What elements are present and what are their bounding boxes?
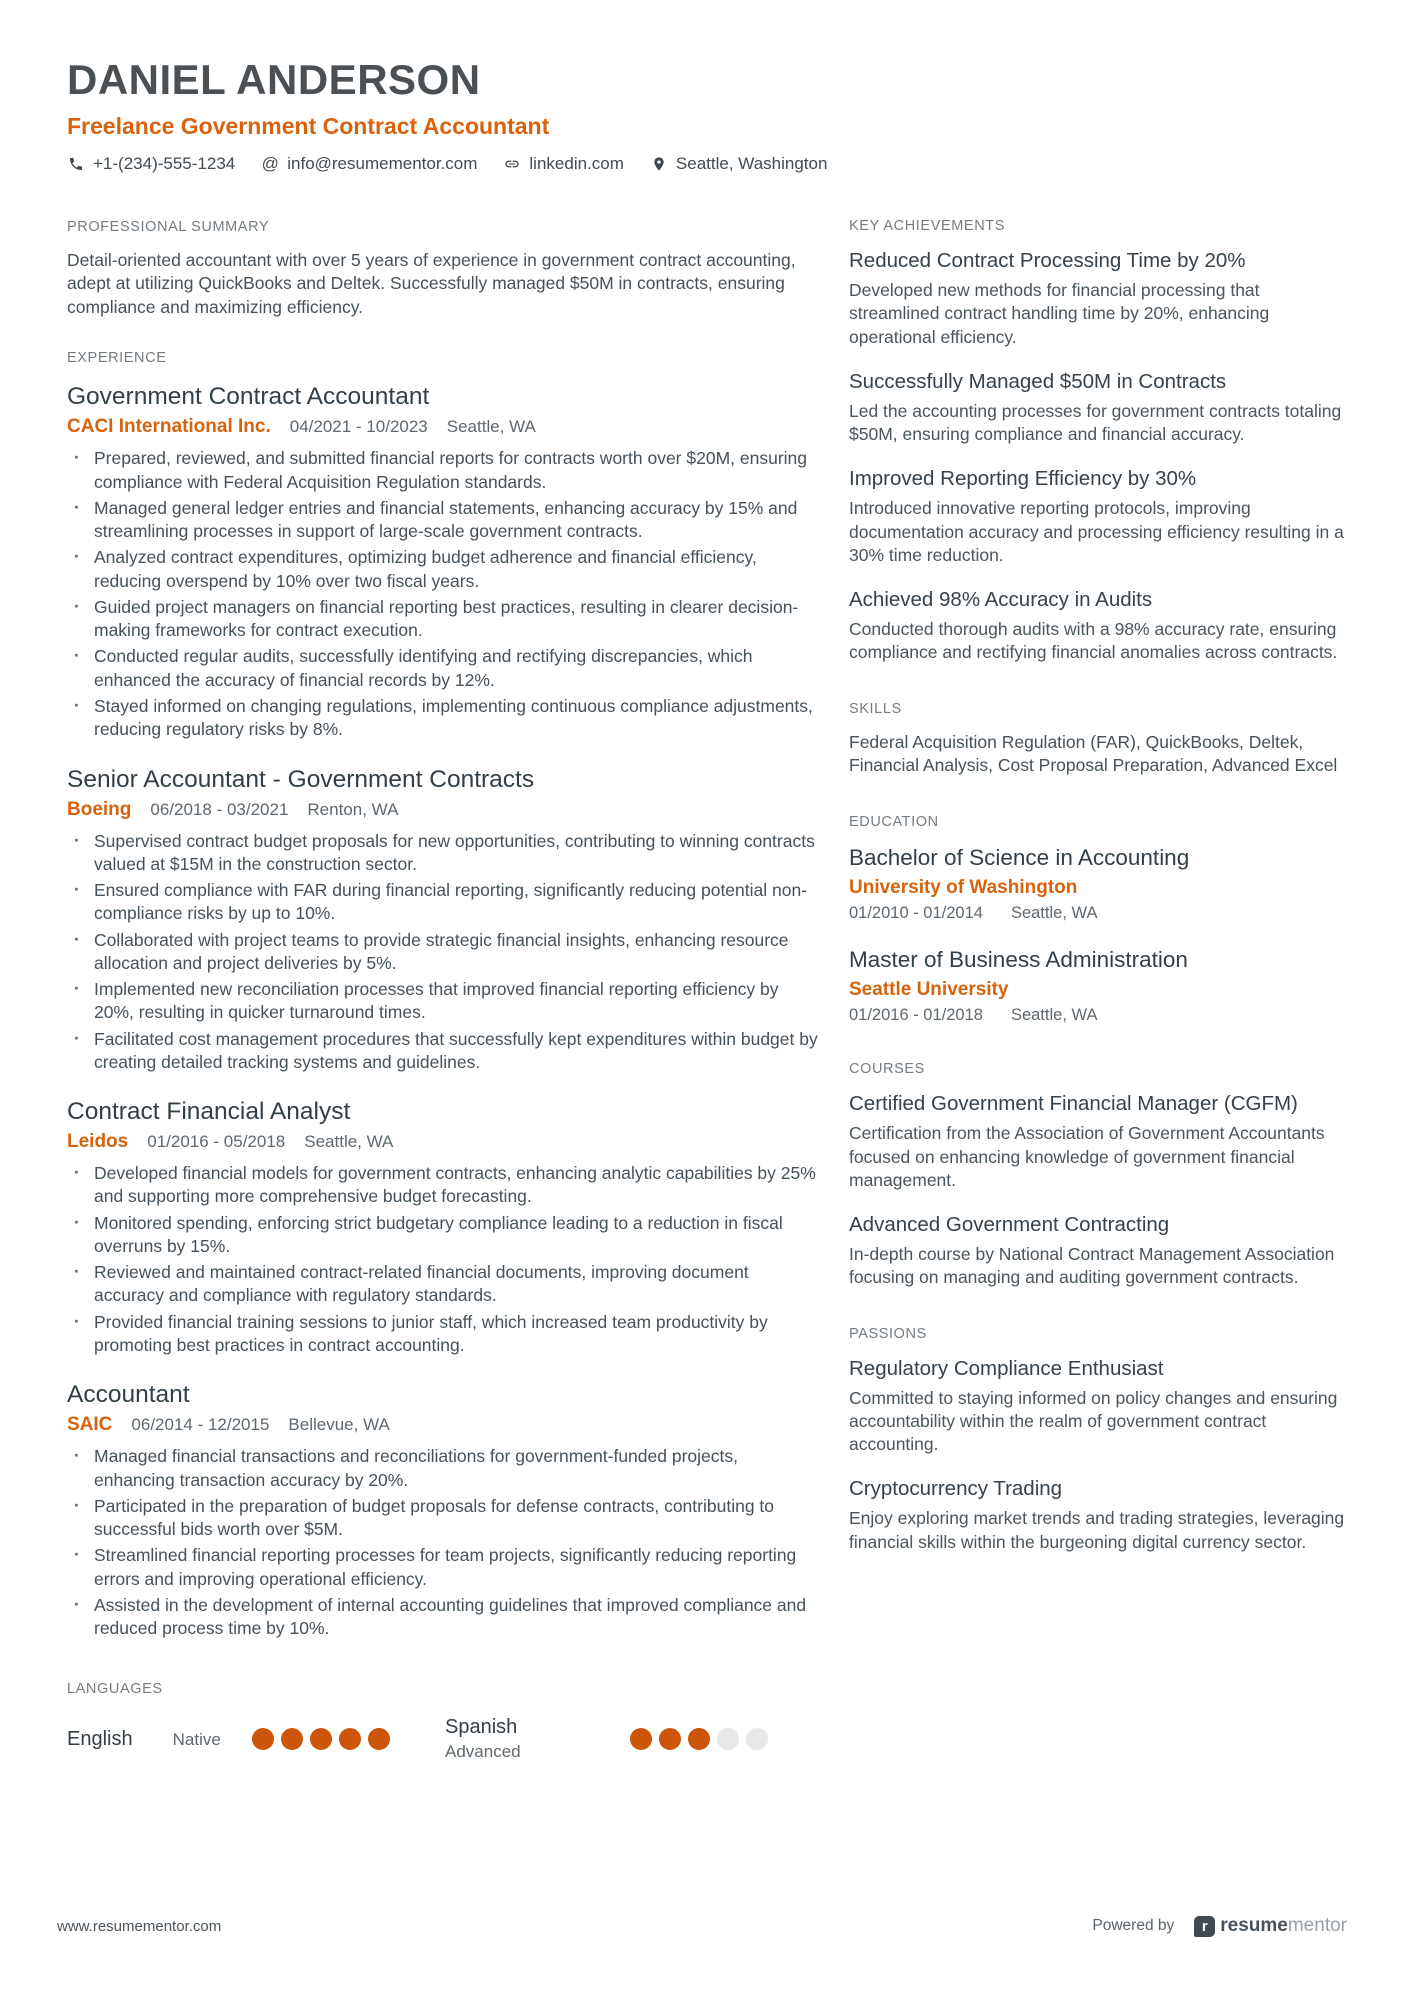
job-bullet: · Ensured compliance with FAR during financial reporting, significantly reducing potential non-compliance risks by up to 10%.	[67, 879, 823, 926]
job-meta	[67, 1131, 823, 1153]
brand-mentor: mentor	[1287, 1915, 1347, 1936]
section-label-key-achievements: KEY ACHIEVEMENTS	[849, 218, 1005, 234]
section-languages	[67, 1680, 823, 1762]
language-proficiency-dots	[252, 1728, 390, 1750]
education-entry	[849, 947, 1345, 1025]
proficiency-dot-filled	[659, 1728, 681, 1750]
language-list	[67, 1716, 823, 1762]
passion-list	[849, 1357, 1345, 1554]
passion-text: Enjoy exploring market trends and trading strategies, leveraging financial skills within the burgeoning digital currency sector.	[849, 1508, 1345, 1552]
section-label-skills: SKILLS	[849, 700, 902, 717]
experience-entry	[67, 766, 823, 1075]
footer-website: www.resumementor.com	[57, 1917, 222, 1935]
course-item	[849, 1213, 1345, 1290]
contact-item[interactable]	[503, 154, 624, 174]
contact-item[interactable]	[67, 154, 235, 174]
achievement-text: Developed new methods for financial processing that streamlined contract handling time by 20%, enhancing operational efficiency.	[849, 280, 1270, 347]
job-dates: 01/2016 - 05/2018	[147, 1132, 286, 1152]
section-label-languages: LANGUAGES	[67, 1681, 163, 1698]
job-bullet: · Monitored spending, enforcing strict budgetary compliance leading to a reduction in fiscal overruns by 15%.	[67, 1212, 823, 1259]
contact-text: Seattle, Washington	[675, 154, 828, 173]
achievement-item	[849, 467, 1345, 567]
job-location: Bellevue, WA	[288, 1415, 390, 1435]
education-dates: 01/2016 - 01/2018	[849, 1006, 983, 1025]
achievement-text: Introduced innovative reporting protocols, improving documentation accuracy and processing efficiency resulting in a 30% time reduction.	[849, 498, 1344, 565]
left-column	[67, 218, 823, 1762]
company-name: Boeing	[67, 798, 132, 820]
achievement-item	[849, 588, 1345, 665]
job-meta	[67, 1414, 823, 1436]
company-name: SAIC	[67, 1414, 113, 1436]
job-title: Senior Accountant - Government Contracts	[67, 765, 535, 793]
education-meta	[849, 1006, 1345, 1025]
job-meta	[67, 799, 823, 821]
job-bullet: · Participated in the preparation of budget proposals for defense contracts, contributing to successful bids worth over $5M.	[67, 1495, 823, 1542]
section-label-experience: EXPERIENCE	[67, 350, 167, 367]
powered-by-block	[1092, 1915, 1347, 1937]
course-text: In-depth course by National Contract Management Association focusing on managing and auditing government contracts.	[849, 1244, 1335, 1288]
proficiency-dot-empty	[746, 1728, 768, 1750]
job-dates: 06/2018 - 03/2021	[150, 799, 289, 819]
contact-text: +1-(234)-555-1234	[93, 154, 236, 173]
passion-item	[849, 1477, 1345, 1554]
job-bullet: · Implemented new reconciliation processes that improved financial reporting efficiency by 20%, resulting in quicker turnaround times.	[67, 978, 823, 1025]
contact-text: linkedin.com	[529, 154, 624, 173]
section-professional-summary	[67, 218, 823, 319]
language-item	[67, 1716, 445, 1762]
job-bullets	[67, 1445, 823, 1640]
job-bullet: · Guided project managers on financial reporting best practices, resulting in clearer decision-making frameworks for contract execution.	[67, 596, 823, 643]
resume-header	[67, 56, 1345, 174]
experience-entry	[67, 1098, 823, 1357]
job-bullets	[67, 447, 823, 741]
achievement-text: Led the accounting processes for government contracts totaling $50M, ensuring compliance and financial accuracy.	[849, 400, 1342, 445]
education-list	[849, 845, 1345, 1025]
phone-icon	[67, 155, 85, 173]
page-footer	[57, 1915, 1347, 1937]
course-text: Certification from the Association of Government Accountants focused on enhancing knowledge of government financial management.	[849, 1123, 1325, 1190]
resumementor-logo[interactable]	[1194, 1915, 1347, 1937]
job-location: Seattle, WA	[446, 417, 536, 437]
passion-item	[849, 1357, 1345, 1457]
proficiency-dot-filled	[310, 1728, 332, 1750]
achievement-title: Improved Reporting Efficiency by 30%	[849, 467, 1197, 491]
candidate-name: DANIEL ANDERSON	[67, 56, 481, 103]
proficiency-dot-filled	[688, 1728, 710, 1750]
right-column	[849, 218, 1345, 1762]
achievement-list	[849, 249, 1345, 665]
experience-entry	[67, 1381, 823, 1640]
course-title: Advanced Government Contracting	[849, 1213, 1170, 1237]
course-item	[849, 1092, 1345, 1192]
section-passions	[849, 1326, 1345, 1554]
section-courses	[849, 1061, 1345, 1289]
language-proficiency-dots	[630, 1728, 768, 1750]
achievement-title: Reduced Contract Processing Time by 20%	[849, 249, 1246, 272]
school-name: University of Washington	[849, 877, 1078, 899]
section-education	[849, 814, 1345, 1025]
job-bullet: · Assisted in the development of internal accounting guidelines that improved compliance and reduced process time by 10%.	[67, 1594, 823, 1641]
achievement-item	[849, 370, 1345, 447]
education-entry	[849, 845, 1345, 923]
achievement-text: Conducted thorough audits with a 98% accuracy rate, ensuring compliance and rectifying financial anomalies across contracts.	[849, 619, 1338, 663]
section-key-achievements	[849, 218, 1345, 665]
education-dates: 01/2010 - 01/2014	[849, 904, 983, 923]
language-level: Native	[172, 1729, 221, 1749]
achievement-item	[849, 249, 1345, 349]
section-label-passions: PASSIONS	[849, 1325, 927, 1342]
job-bullets	[67, 1162, 823, 1357]
language-name: Spanish	[445, 1716, 518, 1739]
resumementor-logo-icon: r	[1194, 1916, 1215, 1937]
job-title: Accountant	[67, 1381, 190, 1409]
proficiency-dot-filled	[281, 1728, 303, 1750]
section-skills	[849, 701, 1345, 779]
course-list	[849, 1092, 1345, 1289]
education-location: Seattle, WA	[1010, 904, 1098, 923]
passion-text: Committed to staying informed on policy changes and ensuring accountability within the realm of government contract accounting.	[849, 1387, 1338, 1455]
resume-columns	[67, 218, 1345, 1762]
job-location: Renton, WA	[307, 799, 399, 819]
course-title: Certified Government Financial Manager (CGFM)	[849, 1092, 1298, 1116]
school-name: Seattle University	[849, 979, 1009, 1001]
section-label-education: EDUCATION	[849, 814, 939, 831]
job-bullet: · Collaborated with project teams to provide strategic financial insights, enhancing resource allocation and project deliveries by 5%.	[67, 929, 823, 976]
job-dates: 04/2021 - 10/2023	[289, 417, 428, 437]
passion-title: Regulatory Compliance Enthusiast	[849, 1356, 1164, 1380]
proficiency-dot-filled	[368, 1728, 390, 1750]
job-bullet: · Developed financial models for government contracts, enhancing analytic capabilities by 25% and supporting more comprehensive budget forecasting.	[67, 1162, 823, 1209]
contact-text: info@resumementor.com	[287, 154, 478, 173]
email-at-icon: @	[261, 154, 279, 173]
contact-item[interactable]	[650, 154, 828, 174]
company-name: Leidos	[67, 1131, 129, 1153]
education-meta	[849, 904, 1345, 923]
achievement-title: Achieved 98% Accuracy in Audits	[849, 588, 1153, 612]
proficiency-dot-filled	[252, 1728, 274, 1750]
job-bullet: · Managed financial transactions and reconciliations for government-funded projects, enhancing transaction accuracy by 20%.	[67, 1445, 823, 1492]
job-title: Contract Financial Analyst	[67, 1098, 351, 1126]
company-name: CACI International Inc.	[67, 416, 271, 438]
job-bullet: · Reviewed and maintained contract-related financial documents, improving document accuracy and compliance with regulatory standards.	[67, 1261, 823, 1308]
job-bullet: · Provided financial training sessions to junior staff, which increased team productivity by promoting best practices in contract accounting.	[67, 1311, 823, 1358]
section-label-courses: COURSES	[849, 1061, 925, 1078]
job-bullet: · Facilitated cost management procedures that successfully kept expenditures within budget by creating detailed tracking systems and guidelines.	[67, 1028, 823, 1075]
proficiency-dot-filled	[339, 1728, 361, 1750]
brand-resume: resume	[1220, 1915, 1288, 1936]
job-bullet: · Stayed informed on changing regulations, implementing continuous compliance adjustments, reducing regulatory risks by 8%.	[67, 695, 823, 742]
job-location: Seattle, WA	[304, 1132, 394, 1152]
achievement-title: Successfully Managed $50M in Contracts	[849, 369, 1227, 393]
candidate-job-title: Freelance Government Contract Accountant	[67, 113, 550, 139]
contact-row	[67, 154, 1345, 174]
job-bullet: · Streamlined financial reporting processes for team projects, significantly reducing reporting errors and improving operational efficiency.	[67, 1544, 823, 1591]
education-location: Seattle, WA	[1010, 1006, 1098, 1025]
passion-title: Cryptocurrency Trading	[849, 1477, 1063, 1501]
degree-title: Bachelor of Science in Accounting	[849, 845, 1190, 871]
experience-entries	[67, 383, 823, 1640]
link-icon	[503, 155, 521, 173]
language-level: Advanced	[445, 1742, 521, 1762]
job-bullet: · Managed general ledger entries and financial statements, enhancing accuracy by 15% and streamlining processes in support of large-scale government contracts.	[67, 497, 823, 544]
professional-summary-text: Detail-oriented accountant with over 5 years of experience in government contract accounting, adept at utilizing QuickBooks and Deltek. Successfully managed $50M in contracts, ensuring compliance and maximizing efficiency.	[67, 250, 796, 317]
section-label-professional-summary: PROFESSIONAL SUMMARY	[67, 219, 270, 235]
job-meta	[67, 416, 823, 438]
language-item	[445, 1716, 823, 1762]
degree-title: Master of Business Administration	[849, 947, 1188, 973]
proficiency-dot-filled	[630, 1728, 652, 1750]
job-bullet: · Prepared, reviewed, and submitted financial reports for contracts worth over $20M, ensuring compliance with Federal Acquisition Regulation standards.	[67, 447, 823, 494]
job-bullet: · Analyzed contract expenditures, optimizing budget adherence and financial efficiency, reducing overspend by 10% over two fiscal years.	[67, 546, 823, 593]
job-bullets	[67, 830, 823, 1075]
section-experience	[67, 349, 823, 1640]
proficiency-dot-empty	[717, 1728, 739, 1750]
powered-by-label: Powered by	[1092, 1917, 1175, 1934]
location-pin-icon	[650, 155, 668, 173]
job-title: Government Contract Accountant	[67, 383, 430, 411]
language-name: English	[67, 1727, 133, 1750]
job-dates: 06/2014 - 12/2015	[131, 1415, 270, 1435]
job-bullet: · Conducted regular audits, successfully identifying and rectifying discrepancies, which enhanced the accuracy of financial records by 12%.	[67, 645, 823, 692]
job-bullet: · Supervised contract budget proposals for new opportunities, contributing to winning contracts valued at $15M in the construction sector.	[67, 830, 823, 877]
contact-item[interactable]	[261, 154, 477, 174]
skills-text: Federal Acquisition Regulation (FAR), QuickBooks, Deltek, Financial Analysis, Cost Proposal Preparation, Advanced Excel	[849, 731, 1338, 776]
experience-entry	[67, 383, 823, 741]
